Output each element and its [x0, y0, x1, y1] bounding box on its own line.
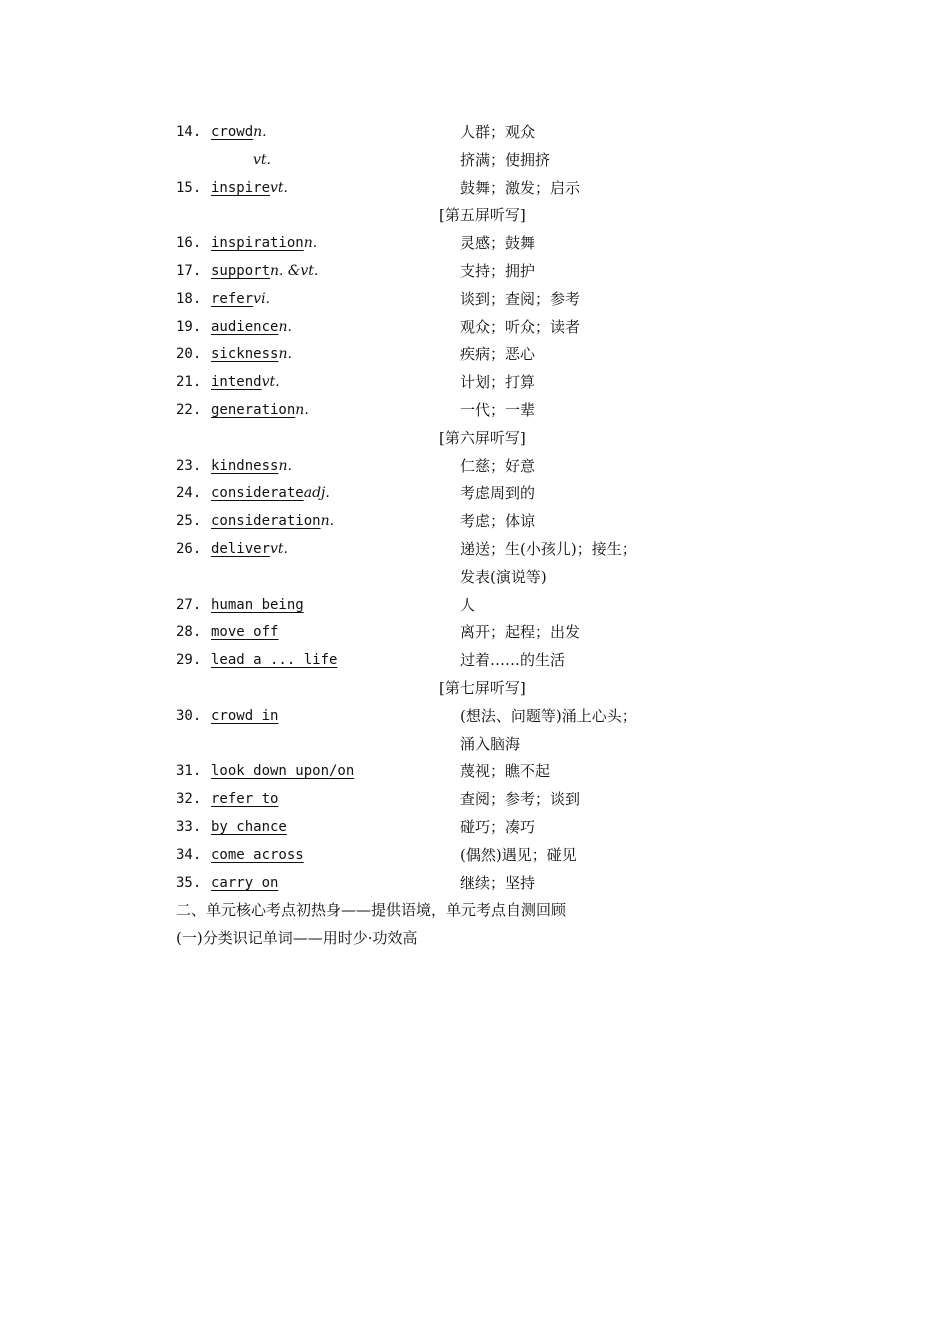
entry-pos: vt. — [270, 540, 289, 557]
entry-meaning: 发表(演说等) — [460, 567, 547, 586]
subsection-heading: (一)分类识记单词——用时少·功效高 — [176, 929, 418, 948]
entry-word — [211, 314, 292, 342]
entry-number: 18. — [176, 290, 202, 307]
entry-meaning: 碰巧；凑巧 — [460, 817, 536, 836]
entry-word — [211, 397, 309, 425]
entry-number: 17. — [176, 262, 202, 279]
vocab-row — [176, 842, 736, 870]
entry-number: 20. — [176, 346, 202, 363]
entry-number: 15. — [176, 179, 202, 196]
vocab-row — [176, 341, 736, 369]
entry-meaning: 人 — [460, 595, 476, 614]
entry-term: crowd — [211, 124, 254, 140]
entry-meaning: 考虑周到的 — [460, 484, 536, 503]
entry-meaning: 鼓舞；激发；启示 — [460, 178, 581, 197]
entry-number: 21. — [176, 374, 202, 391]
entry-term: sickness — [211, 346, 279, 363]
entry-meaning: 灵感；鼓舞 — [460, 234, 536, 253]
entry-word — [211, 647, 337, 675]
entry-word — [211, 870, 278, 898]
vocab-row — [176, 536, 736, 564]
entry-pos: n. — [278, 318, 292, 335]
entry-word — [211, 119, 267, 147]
vocab-row — [176, 119, 736, 147]
entry-meaning: 谈到；查阅；参考 — [460, 289, 581, 308]
vocab-row — [176, 230, 736, 258]
entry-term: consideration — [211, 513, 321, 530]
entry-word — [211, 286, 270, 314]
entry-meaning: 考虑；体谅 — [460, 512, 536, 531]
entry-pos: vt. — [270, 179, 289, 196]
screen-label-row — [176, 425, 736, 453]
entry-term: intend — [211, 374, 262, 391]
entry-term: generation — [211, 401, 296, 418]
entry-number: 34. — [176, 846, 202, 863]
vocab-row — [176, 703, 736, 731]
entry-number: 22. — [176, 401, 202, 418]
vocab-row — [176, 286, 736, 314]
vocab-row — [176, 314, 736, 342]
entry-meaning: 蔑视；瞧不起 — [460, 762, 551, 781]
vocab-row — [176, 870, 736, 898]
entry-number: 14. — [176, 124, 202, 140]
entry-pos: vt. — [253, 151, 271, 168]
vocab-row — [176, 786, 736, 814]
entry-word — [211, 341, 292, 369]
vocab-row — [176, 258, 736, 286]
vocab-row — [176, 758, 736, 786]
entry-word — [211, 453, 292, 481]
entry-word — [211, 842, 304, 870]
entry-word — [211, 258, 318, 286]
entry-meaning: 观众；听众；读者 — [460, 317, 581, 336]
entry-number: 27. — [176, 596, 202, 613]
entry-pos: adj. — [303, 485, 330, 502]
entry-meaning: 过着……的生活 — [460, 651, 566, 670]
entry-pos: n. — [303, 235, 318, 252]
entry-term: considerate — [211, 485, 304, 502]
entry-word — [211, 786, 278, 814]
entry-word — [211, 508, 334, 536]
entry-word — [211, 480, 330, 508]
entry-meaning: (想法、问题等)涌上心头； — [460, 706, 637, 725]
vocab-row — [176, 647, 736, 675]
entry-word — [211, 703, 278, 731]
entry-term: crowd in — [211, 707, 279, 724]
screen-label: [第七屏听写] — [439, 678, 526, 697]
entry-term: inspiration — [211, 235, 304, 252]
vocab-row — [176, 147, 736, 175]
entry-term: lead a ... life — [211, 652, 338, 669]
entry-meaning: 一代；一辈 — [460, 400, 536, 419]
entry-number: 31. — [176, 763, 202, 780]
entry-term: come across — [211, 846, 304, 863]
vocab-row — [176, 453, 736, 481]
entry-number: 35. — [176, 874, 202, 891]
entry-term: refer — [211, 290, 254, 307]
entry-meaning: 离开；起程；出发 — [460, 623, 581, 642]
entry-number: 24. — [176, 485, 202, 502]
screen-label: [第五屏听写] — [439, 206, 526, 225]
entry-number: 29. — [176, 652, 202, 669]
entry-pos: n. &vt. — [270, 262, 319, 279]
entry-meaning: 人群；观众 — [460, 123, 536, 141]
entry-number: 23. — [176, 457, 202, 474]
entry-term: look down upon/on — [211, 763, 355, 780]
entry-number: 19. — [176, 318, 202, 335]
entry-number: 25. — [176, 513, 202, 530]
section-heading: 二、单元核心考点初热身——提供语境，单元考点自测回顾 — [176, 901, 567, 920]
entry-number: 26. — [176, 540, 202, 557]
entry-word — [211, 758, 354, 786]
entry-pos: n. — [253, 124, 267, 140]
entry-number: 28. — [176, 624, 202, 641]
entry-word — [211, 592, 304, 620]
entry-number: 32. — [176, 791, 202, 808]
entry-term: by chance — [211, 818, 287, 835]
vocab-row — [176, 508, 736, 536]
vocab-row — [176, 814, 736, 842]
screen-label-row — [176, 202, 736, 230]
vocab-row — [176, 592, 736, 620]
entry-meaning: 计划；打算 — [460, 373, 536, 392]
entry-meaning: 支持；拥护 — [460, 261, 536, 280]
entry-word — [211, 230, 317, 258]
entry-number: 16. — [176, 235, 202, 252]
entry-word — [211, 814, 287, 842]
vocab-row — [176, 564, 736, 592]
entry-term: human being — [211, 596, 304, 613]
screen-label-row — [176, 675, 736, 703]
entry-meaning: 继续；坚持 — [460, 873, 536, 892]
entry-meaning: (偶然)遇见；碰见 — [460, 845, 577, 864]
vocab-row — [176, 480, 736, 508]
vocab-row — [176, 369, 736, 397]
entry-term: carry on — [211, 874, 279, 891]
entry-meaning: 挤满；使拥挤 — [460, 150, 551, 169]
entry-term: deliver — [211, 540, 271, 557]
screen-label: [第六屏听写] — [439, 428, 526, 447]
entry-meaning: 疾病；恶心 — [460, 345, 536, 364]
entry-meaning: 递送；生(小孩儿)；接生； — [460, 539, 637, 558]
entry-word — [211, 619, 278, 647]
entry-term: audience — [211, 318, 279, 335]
entry-term: kindness — [211, 457, 279, 474]
entry-word — [211, 369, 280, 397]
vocabulary-list — [176, 119, 736, 953]
entry-number: 30. — [176, 707, 202, 724]
entry-number: 33. — [176, 818, 202, 835]
entry-meaning: 涌入脑海 — [460, 734, 521, 753]
vocab-row — [176, 619, 736, 647]
entry-meaning: 查阅；参考；谈到 — [460, 790, 581, 809]
entry-term: move off — [211, 624, 279, 641]
entry-pos: n. — [295, 401, 309, 418]
entry-meaning: 仁慈；好意 — [460, 456, 536, 475]
entry-word — [211, 536, 288, 564]
entry-word — [211, 175, 288, 203]
vocab-row — [176, 731, 736, 759]
entry-pos: n. — [278, 346, 292, 363]
entry-pos: vi. — [253, 290, 270, 307]
entry-pos: vt. — [261, 374, 280, 391]
vocab-row — [176, 397, 736, 425]
entry-pos: n. — [320, 513, 335, 530]
vocab-row — [176, 175, 736, 203]
entry-pos: n. — [278, 457, 292, 474]
entry-term: refer to — [211, 791, 279, 808]
entry-term: inspire — [211, 179, 271, 196]
entry-term: support — [211, 262, 271, 279]
